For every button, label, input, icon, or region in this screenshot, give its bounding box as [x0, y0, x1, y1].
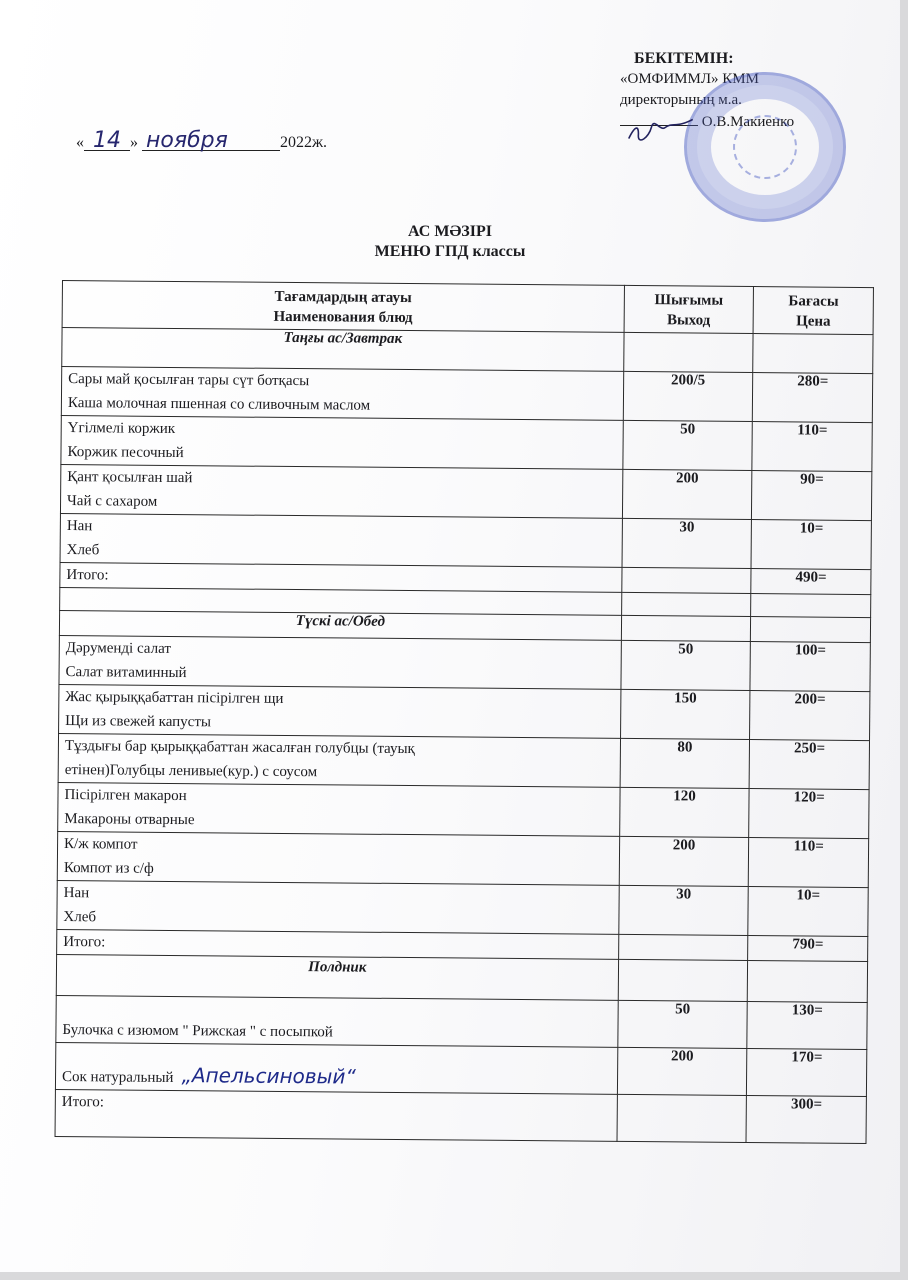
section-title-lunch: Түскі ас/Обед [59, 610, 621, 640]
dish-price: 90= [752, 471, 872, 521]
dish-price: 120= [749, 789, 869, 839]
header-yield-kz: Шығымы [654, 292, 724, 309]
dish-yield: 50 [622, 420, 752, 470]
seal-emblem [733, 115, 797, 179]
document-title [0, 222, 900, 262]
dish-name-kz: Сары май қосылған тары сүт ботқасы [68, 371, 310, 390]
dish-name-kz: Тұздығы бар қырыққабаттан жасалған голубцы (тауық [64, 738, 415, 758]
empty-cell [751, 594, 871, 618]
table-row [61, 367, 872, 423]
date-year: 2022ж. [280, 134, 328, 151]
empty-cell [621, 567, 751, 593]
total-price: 790= [748, 936, 868, 962]
dish-name [61, 415, 623, 469]
table-header-row [62, 281, 873, 335]
approval-title: БЕКІТЕМІН: [634, 50, 734, 67]
empty-cell [748, 961, 868, 1003]
dish-name-ru: Щи из свежей капусты [65, 713, 212, 731]
table-row [61, 415, 872, 471]
dish-yield: 50 [621, 640, 751, 690]
dish-name [59, 635, 621, 689]
dish-name-ru: етінен)Голубцы ленивые(кур.) с соусом [64, 762, 318, 781]
dish-name [61, 367, 623, 421]
dish-name-kz: Үгілмелі коржик [67, 420, 176, 437]
dish-price: 110= [749, 838, 869, 888]
total-label: Итого: [57, 929, 619, 959]
dish-name-cell [55, 1042, 617, 1094]
dish-name-kz: Нан [63, 885, 90, 902]
menu-table [55, 280, 874, 1144]
total-label: Итого: [60, 562, 622, 592]
title-ru: МЕНЮ ГПД классы [374, 243, 526, 260]
table-row [55, 1042, 866, 1096]
dish-name-ru: Макароны отварные [64, 811, 195, 829]
dish-yield: 120 [619, 787, 749, 837]
dish-name [58, 782, 620, 836]
dish-price: 10= [751, 520, 871, 570]
title-kz: АС МӘЗІРІ [408, 223, 492, 240]
dish-yield: 150 [620, 689, 750, 739]
section-title-breakfast: Таңғы ас/Завтрак [62, 328, 624, 372]
header-yield [624, 285, 754, 333]
approval-name: О.В.Макиенко [701, 114, 795, 130]
header-yield-ru: Выход [666, 312, 711, 329]
dish-price: 200= [750, 691, 870, 741]
dish-name [59, 684, 621, 738]
dish-yield: 30 [622, 518, 752, 568]
table-row [56, 995, 867, 1049]
table-row [58, 782, 869, 838]
empty-cell [621, 592, 751, 616]
dish-name-ru: Салат витаминный [65, 664, 187, 682]
dish-name-ru: Чай с сахаром [67, 493, 158, 510]
dish-name [57, 831, 619, 885]
empty-cell [621, 615, 751, 641]
empty-cell [618, 959, 748, 1001]
dish-name-kz: Нан [66, 518, 93, 535]
total-label: Итого: [55, 1089, 617, 1141]
dish-yield: 80 [620, 738, 750, 788]
header-price [753, 287, 873, 335]
dish-price: 280= [753, 373, 873, 423]
table-row [60, 513, 871, 569]
dish-name-kz: Жас қырыққабаттан пісірілген щи [65, 689, 284, 707]
dish-name [60, 464, 622, 518]
dish-name-kz: Пісірілген макарон [64, 787, 187, 805]
date-day: 14 [84, 132, 130, 151]
dish-price: 170= [747, 1049, 867, 1097]
date-month: ноября [142, 132, 280, 151]
date-open-quote: « [76, 134, 84, 151]
header-name [62, 281, 624, 333]
dish-name [58, 733, 620, 787]
empty-cell [623, 332, 753, 372]
dish-name-ru: Каша молочная пшенная со сливочным маслом [67, 395, 371, 414]
dish-price: 100= [750, 642, 870, 692]
dish-name-ru: Хлеб [66, 542, 100, 559]
empty-cell [618, 934, 748, 960]
table-row [58, 733, 869, 789]
dish-yield: 200 [619, 836, 749, 886]
section-title-snack: Полдник [56, 954, 618, 1000]
table-row [57, 880, 868, 936]
dish-yield: 50 [617, 1000, 747, 1048]
dish-name-ru: Коржик песочный [67, 444, 184, 462]
header-price-ru: Цена [796, 313, 831, 330]
empty-cell [753, 334, 873, 374]
total-price: 490= [751, 569, 871, 595]
total-row-snack [55, 1089, 866, 1143]
dish-price: 110= [752, 422, 872, 472]
dish-yield: 200/5 [623, 371, 753, 421]
dish-yield: 30 [618, 885, 748, 935]
dish-name [60, 513, 622, 567]
document-date [76, 128, 328, 153]
dish-name: Сок натуральный [61, 1069, 174, 1087]
dish-yield: 200 [617, 1047, 747, 1095]
table-row [59, 635, 870, 691]
header-name-kz: Тағамдардың атауы [274, 288, 412, 307]
section-row-snack [56, 954, 867, 1002]
dish-name-ru: Хлеб [63, 909, 97, 926]
table-row [60, 464, 871, 520]
empty-cell [617, 1094, 747, 1142]
dish-name-kz: К/ж компот [64, 836, 138, 853]
approval-position: директорының м.а. [620, 92, 742, 108]
table-row [59, 684, 870, 740]
table-row [57, 831, 868, 887]
approval-organization: «ОМФИММЛ» КММ [620, 71, 759, 87]
dish-yield: 200 [622, 469, 752, 519]
official-seal [684, 72, 846, 222]
dish-price: 130= [747, 1002, 867, 1050]
dish-price: 10= [748, 887, 868, 937]
empty-cell [751, 617, 871, 643]
dish-price: 250= [749, 740, 869, 790]
dish-name [57, 880, 619, 934]
dish-name-ru: Компот из с/ф [63, 860, 154, 877]
header-price-kz: Бағасы [788, 293, 839, 310]
handwritten-note: „Апельсиновый“ [181, 1063, 356, 1089]
dish-name-kz: Қант қосылған шай [67, 469, 193, 487]
dish-name-kz: Дәруменді салат [65, 640, 172, 657]
header-name-ru: Наименования блюд [273, 308, 413, 327]
dish-name: Булочка с изюмом " Рижская " с посыпкой [56, 995, 618, 1047]
total-price: 300= [746, 1096, 866, 1144]
date-close-quote: » [130, 134, 138, 151]
